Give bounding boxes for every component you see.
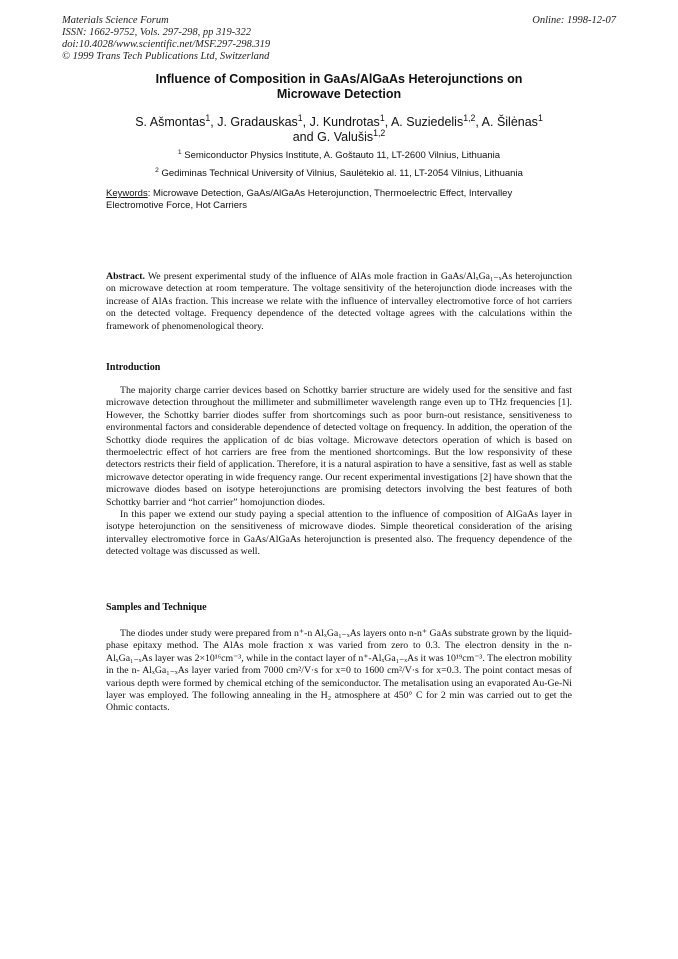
author-5-affil: 1	[537, 112, 543, 123]
author-3-affil: 1	[379, 112, 385, 123]
author-list: S. Ašmontas$^1$, J. Gradauskas$^1$, J. Kundrotas$^1$, A. Suziedelis$^{1,2}$, A. Šilėnas$^1$ and G. Valušis$^{1,2}$	[135, 112, 543, 144]
title-line-2: Microwave Detection	[276, 87, 402, 101]
affiliation-2-text: Gediminas Technical University of Vilnius, Saulėtekio al. 11, LT-2054 Vilnius, Lithuania	[161, 168, 523, 179]
affiliation-1	[90, 150, 588, 161]
introduction-heading: Introduction	[106, 362, 161, 373]
paper-title	[100, 72, 578, 102]
abstract-text: We present experimental study of the influence of AlAs mole fraction in GaAs/AlₓGa₁₋ₓAs heterojunction on microwave detection at room temperature. The voltage sensitivity of the heterojunction diode increases with the increase of AlAs fraction. This increase we relate with the influence of intervalley electromotive force of hot carriers on the detected voltage. Frequency dependence of the detected voltage agrees with the calculations within the framework of phenomenological theory.	[106, 271, 572, 332]
introduction-body	[106, 385, 572, 559]
author-2: J. Gradauskas	[217, 115, 298, 129]
abstract-label: Abstract.	[106, 271, 145, 282]
author-6: G. Valušis	[317, 130, 374, 144]
keywords-label[interactable]: Keywords	[106, 188, 148, 199]
author-1: S. Ašmontas	[135, 115, 206, 129]
journal-info	[62, 15, 270, 63]
abstract-block	[106, 271, 572, 333]
keywords-text: Microwave Detection, GaAs/AlGaAs Heterojunction, Thermoelectric Effect, Intervalley Electromotive Force, Hot Carriers	[106, 188, 513, 211]
samples-body	[106, 628, 572, 715]
journal-name: Materials Science Forum	[62, 15, 169, 26]
author-5: A. Šilėnas	[481, 115, 538, 129]
affiliation-1-text: Semiconductor Physics Institute, A. Goštauto 11, LT-2600 Vilnius, Lithuania	[184, 150, 501, 161]
author-1-affil: 1	[205, 112, 211, 123]
affiliation-2-marker: 2	[155, 166, 159, 174]
author-3: J. Kundrotas	[309, 115, 380, 129]
author-4-affil: 1,2	[463, 112, 476, 123]
affiliation-2	[90, 168, 588, 179]
introduction-paragraph-1: The majority charge carrier devices based on Schottky barrier structure are widely used for the sensitive and fast microwave detection throughout the millimeter and submillimeter wavelength range even up to THz frequencies [1]. However, the Schottky barrier diodes suffer from shortcomings such as poor burn-out resistance, sensitiveness to environmental factors and considerable dependence of detected voltage on frequency. In addition, the operation of the Schottky diode requires the application of dc bias voltage. Microwave detectors operation of which is based on thermoelectric effect of hot carriers are free from the mentioned shortcomings. But the low responsivity of these detectors restricts their field of application. Therefore, it is a natural aspiration to have a sensitive, fast as well as stable microwave detector operating in wide frequency range. Our recent experimental investigations [2] have shown that the microwave diodes based on isotype heterojunctions are promising detectors involving the best features of both Schottky barrier and “hot carrier” homojunction diodes.	[106, 385, 572, 508]
online-date: Online: 1998-12-07	[532, 15, 616, 26]
issn-line: ISSN: 1662-9752, Vols. 297-298, pp 319-322	[62, 27, 251, 38]
introduction-paragraph-2: In this paper we extend our study paying a special attention to the influence of composition of AlGaAs layer in isotype heterojunction on the sensitiveness of microwave diodes. Simple theoretical consideration of the arising intervalley electromotive force in GaAs/AlGaAs heterojunction is presented also. The frequency dependence of the detected voltage was discussed as well.	[106, 509, 572, 558]
samples-paragraph-1: The diodes under study were prepared from n⁺-n AlₓGa₁₋ₓAs layers onto n-n⁺ GaAs substrate grown by the liquid-phase epitaxy method. The AlAs mole fraction x was varied from zero to 0.3. The electron density in the n- AlₓGa₁₋ₓAs layer was 2×10¹⁶cm⁻³, while in the contact layer of n⁺-AlₓGa₁₋ₓAs it was 10¹⁹cm⁻³. The electron mobility in the n- AlₓGa₁₋ₓAs layer varied from 7000 cm²/V·s for x=0 to 1600 cm²/V·s for x=0.3. The point contact mesas of various depth were formed by chemical etching of the semiconductor. The metalisation using an evaporated Au-Ge-Ni layer was employed. The following annealing in the H₂ atmosphere at 450° C for 2 min was carried out to get the Ohmic contacts.	[106, 628, 572, 714]
title-line-1: Influence of Composition in GaAs/AlGaAs Heterojunctions on	[155, 72, 523, 86]
doi-link[interactable]: doi:10.4028/www.scientific.net/MSF.297-298.319	[62, 39, 271, 50]
author-6-affil: 1,2	[373, 127, 386, 138]
affiliation-1-marker: 1	[177, 148, 182, 156]
samples-heading: Samples and Technique	[106, 602, 207, 613]
copyright-line: © 1999 Trans Tech Publications Ltd, Switzerland	[62, 51, 270, 62]
keywords-block: Keywords: Microwave Detection, GaAs/AlGaAs Heterojunction, Thermoelectric Effect, Intervalley Electromotive Force, Hot Carriers	[106, 188, 513, 211]
author-2-affil: 1	[297, 112, 303, 123]
author-4: A. Suziedelis	[390, 115, 464, 129]
author-conjunction: and	[292, 130, 314, 144]
